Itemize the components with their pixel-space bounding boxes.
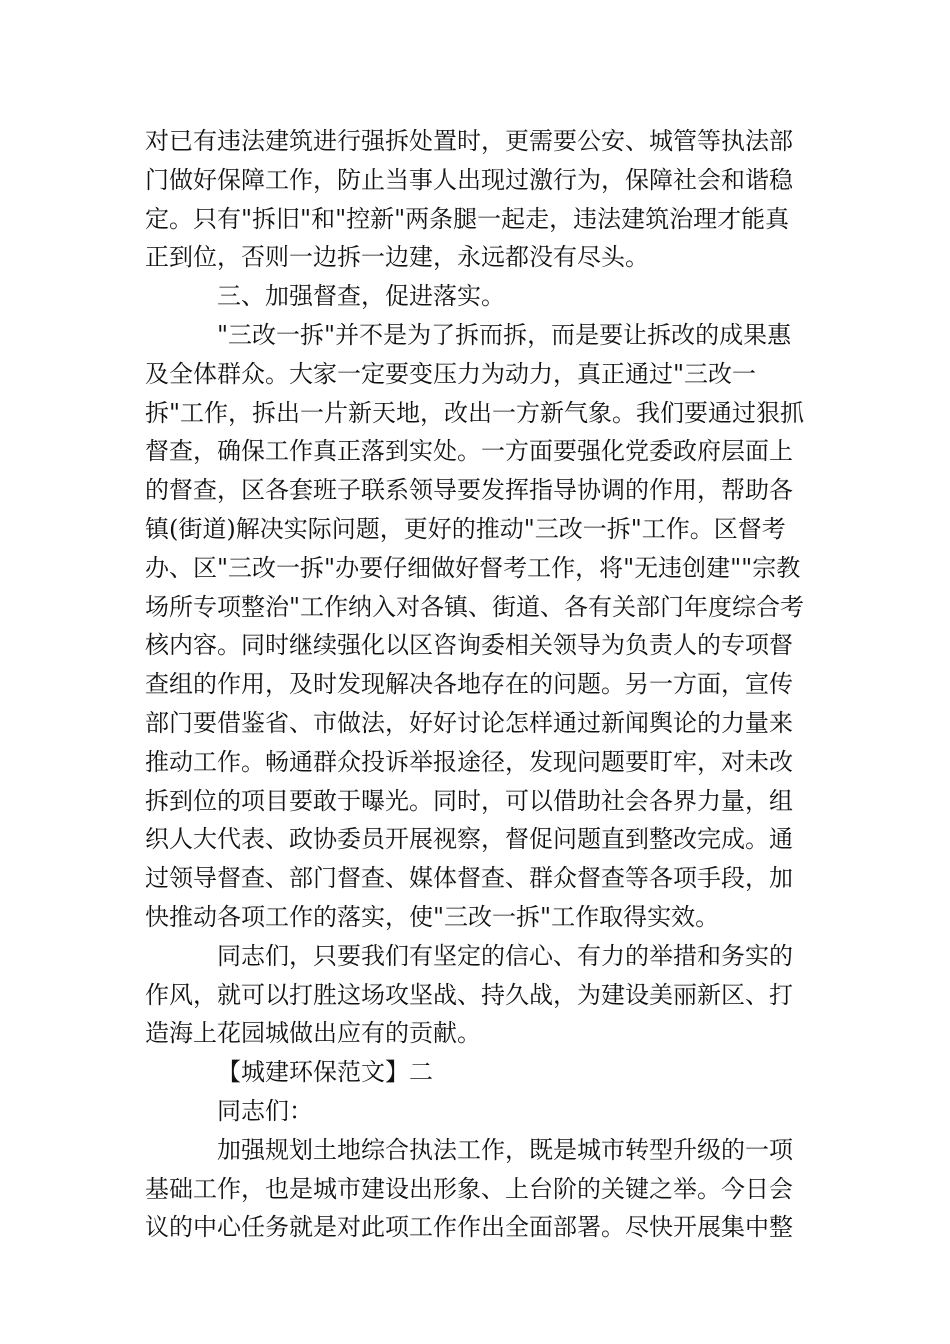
text-line: 定。只有"拆旧"和"控新"两条腿一起走，违法建筑治理才能真 xyxy=(145,204,790,233)
text-line: 拆到位的项目要敢于曝光。同时，可以借助社会各界力量，组 xyxy=(145,786,793,815)
text-line: "三改一拆"并不是为了拆而拆，而是要让拆改的成果惠 xyxy=(217,320,792,349)
text-line: 核内容。同时继续强化以区咨询委相关领导为负责人的专项督 xyxy=(145,631,793,660)
document-body xyxy=(145,122,805,1247)
text-line: 部门要借鉴省、市做法，好好讨论怎样通过新闻舆论的力量来 xyxy=(145,708,793,737)
text-line: 议的中心任务就是对此项工作作出全面部署。尽快开展集中整 xyxy=(145,1213,793,1242)
text-line: 造海上花园城做出应有的贡献。 xyxy=(145,1019,481,1048)
text-line: 同志们： xyxy=(217,1096,313,1125)
text-line: 对已有违法建筑进行强拆处置时，更需要公安、城管等执法部 xyxy=(145,127,793,155)
text-line: 拆"工作，拆出一片新天地，改出一方新气象。我们要通过狠抓 xyxy=(145,398,805,427)
text-line: 织人大代表、政协委员开展视察，督促问题直到整改完成。通 xyxy=(145,825,793,854)
text-line: 门做好保障工作，防止当事人出现过激行为，保障社会和谐稳 xyxy=(145,165,793,194)
text-line: 【城建环保范文】二 xyxy=(217,1058,433,1087)
text-line: 加强规划土地综合执法工作，既是城市转型升级的一项 xyxy=(217,1135,793,1164)
text-line: 办、区"三改一拆"办要仔细做好督考工作，将"无违创建""宗教 xyxy=(145,553,801,582)
text-line: 三、加强督查，促进落实。 xyxy=(217,282,505,311)
text-line: 督查，确保工作真正落到实处。一方面要强化党委政府层面上 xyxy=(145,437,793,466)
text-line: 基础工作，也是城市建设出形象、上台阶的关键之举。今日会 xyxy=(145,1174,793,1203)
text-line: 及全体群众。大家一定要变压力为动力，真正通过"三改一 xyxy=(145,359,757,388)
text-line: 镇(街道)解决实际问题，更好的推动"三改一拆"工作。区督考 xyxy=(145,514,786,543)
text-line: 同志们，只要我们有坚定的信心、有力的举措和务实的 xyxy=(217,941,793,970)
text-line: 快推动各项工作的落实，使"三改一拆"工作取得实效。 xyxy=(145,902,720,931)
text-line: 的督查，区各套班子联系领导要发挥指导协调的作用，帮助各 xyxy=(145,476,793,505)
text-line: 查组的作用，及时发现解决各地存在的问题。另一方面，宣传 xyxy=(145,670,793,699)
text-line: 过领导督查、部门督查、媒体督查、群众督查等各项手段，加 xyxy=(145,864,793,893)
text-line: 场所专项整治"工作纳入对各镇、街道、各有关部门年度综合考 xyxy=(145,592,805,621)
text-line: 推动工作。畅通群众投诉举报途径，发现问题要盯牢，对未改 xyxy=(145,747,793,776)
text-line: 作风，就可以打胜这场攻坚战、持久战，为建设美丽新区、打 xyxy=(145,980,793,1009)
text-line: 正到位，否则一边拆一边建，永远都没有尽头。 xyxy=(145,243,649,272)
